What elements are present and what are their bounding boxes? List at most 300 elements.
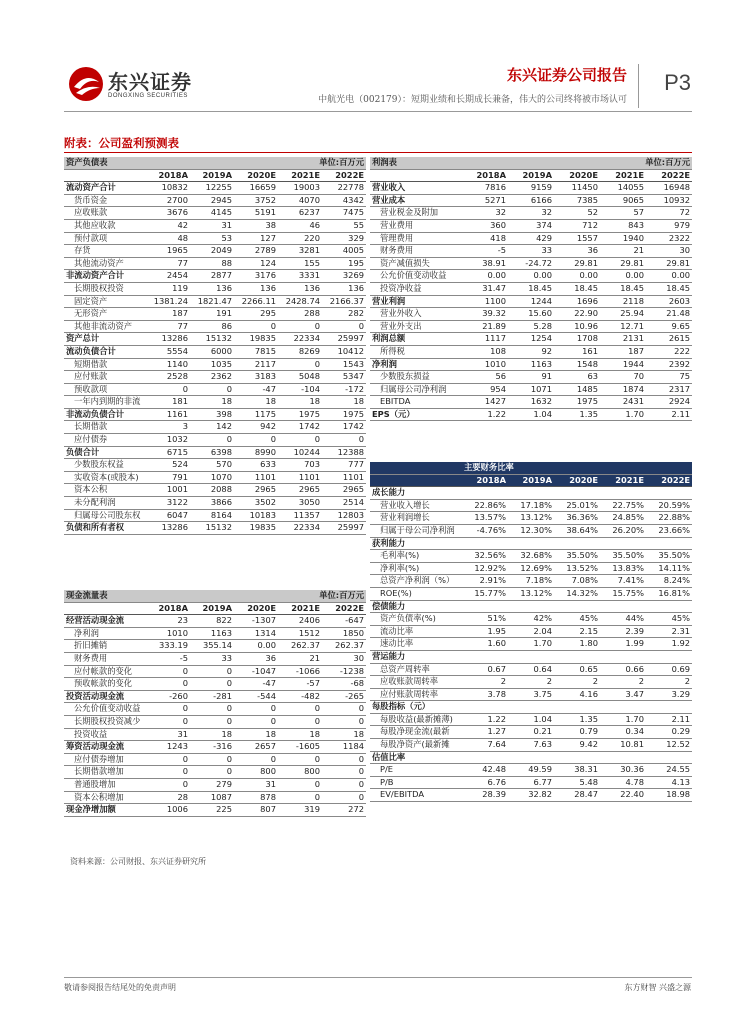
row-label: 营业外支出 <box>370 320 462 333</box>
row-value: 0 <box>322 434 366 447</box>
row-label: 负债合计 <box>64 446 146 459</box>
row-value: 360 <box>462 219 508 232</box>
row-value: 3502 <box>234 497 278 510</box>
row-value: 5554 <box>146 345 190 358</box>
row-value: 17.18% <box>508 499 554 512</box>
row-label: 营业成本 <box>370 194 462 207</box>
row-value: 0 <box>322 778 366 791</box>
row-value: 1381.24 <box>146 295 190 308</box>
row-value: 20.59% <box>646 499 692 512</box>
row-value: 181 <box>146 396 190 409</box>
row-value: 36 <box>554 245 600 258</box>
table-row <box>64 194 366 207</box>
row-value: 14.11% <box>646 562 692 575</box>
row-value: 16.81% <box>646 587 692 600</box>
row-value: 272 <box>322 804 366 817</box>
row-value: 3.47 <box>600 688 646 701</box>
table-row <box>370 499 692 512</box>
row-label: 长期借款 <box>64 421 146 434</box>
row-value: 843 <box>600 219 646 232</box>
row-label: 固定资产 <box>64 295 146 308</box>
table-row <box>370 408 692 421</box>
row-value: 15.60 <box>508 308 554 321</box>
row-value: 1940 <box>600 232 646 245</box>
table-row <box>64 497 366 510</box>
row-value: 1632 <box>508 396 554 409</box>
table-row <box>64 358 366 371</box>
row-value: 1742 <box>278 421 322 434</box>
row-value: 88 <box>190 257 234 270</box>
row-label: 投资收益 <box>64 728 146 741</box>
logo-text-cn: 东兴证券 <box>108 70 192 94</box>
row-label: P/E <box>370 764 462 777</box>
row-label: 速动比率 <box>370 638 462 651</box>
table-row <box>370 625 692 638</box>
row-label: 存货 <box>64 245 146 258</box>
row-value: 1.60 <box>462 638 508 651</box>
row-value: 32 <box>508 207 554 220</box>
table-row <box>64 778 366 791</box>
row-value <box>646 650 692 663</box>
row-value: 33 <box>190 652 234 665</box>
row-value: 1.04 <box>508 713 554 726</box>
row-value: 35.50% <box>646 550 692 563</box>
row-label: 财务费用 <box>370 245 462 258</box>
financial-ratios-table <box>370 462 692 802</box>
row-label: 估值比率 <box>370 751 462 764</box>
row-value: 35.50% <box>600 550 646 563</box>
row-label: 净利润 <box>64 627 146 640</box>
row-label: 投资净收益 <box>370 282 462 295</box>
table-row <box>64 408 366 421</box>
row-value: 0 <box>278 753 322 766</box>
row-value: 1.80 <box>554 638 600 651</box>
table-row <box>370 613 692 626</box>
row-value: 2131 <box>600 333 646 346</box>
row-value <box>646 600 692 613</box>
row-value: 2924 <box>646 396 692 409</box>
table-row <box>64 371 366 384</box>
row-value: 0.69 <box>646 663 692 676</box>
table-row <box>64 219 366 232</box>
row-value: 7816 <box>462 182 508 195</box>
row-value: 55 <box>322 219 366 232</box>
row-label: 实收资本(或股本) <box>64 471 146 484</box>
row-value: 2431 <box>600 396 646 409</box>
year-header: 2022E <box>322 602 366 615</box>
year-header: 2018A <box>146 602 190 615</box>
row-value: 878 <box>234 791 278 804</box>
row-value: 92 <box>508 345 554 358</box>
table-row <box>64 182 366 195</box>
year-header-blank <box>370 474 462 487</box>
row-value: 124 <box>234 257 278 270</box>
row-value: -544 <box>234 690 278 703</box>
row-value: -4.76% <box>462 524 508 537</box>
row-label: 长期股权投资减少 <box>64 715 146 728</box>
row-value: 5.28 <box>508 320 554 333</box>
row-value: 6398 <box>190 446 234 459</box>
row-label: 每股指标（元） <box>370 701 462 714</box>
row-value: 2 <box>554 676 600 689</box>
table-row <box>64 320 366 333</box>
row-value: 262.37 <box>322 640 366 653</box>
row-value: 3183 <box>234 371 278 384</box>
row-value: 32 <box>462 207 508 220</box>
row-value: -316 <box>190 741 234 754</box>
row-value: 2528 <box>146 371 190 384</box>
row-label: 流动资产合计 <box>64 182 146 195</box>
row-label: 未分配利润 <box>64 497 146 510</box>
row-value: 2 <box>462 676 508 689</box>
table-header-row <box>370 157 692 169</box>
row-value: 28 <box>146 791 190 804</box>
row-value: 1874 <box>600 383 646 396</box>
year-header-blank <box>64 169 146 182</box>
row-value: -1238 <box>322 665 366 678</box>
row-value: 2428.74 <box>278 295 322 308</box>
row-value: 31 <box>234 778 278 791</box>
table-row <box>64 640 366 653</box>
row-label: 其他流动资产 <box>64 257 146 270</box>
row-value <box>554 701 600 714</box>
row-value: 9065 <box>600 194 646 207</box>
row-label: 货币资金 <box>64 194 146 207</box>
row-value: 18.45 <box>646 282 692 295</box>
row-label: 筹资活动现金流 <box>64 741 146 754</box>
row-value: 19003 <box>278 182 322 195</box>
table-row <box>64 270 366 283</box>
row-value: 10183 <box>234 509 278 522</box>
row-value: 0 <box>190 434 234 447</box>
table-row <box>370 789 692 802</box>
row-value: 2657 <box>234 741 278 754</box>
row-value: 0 <box>146 753 190 766</box>
row-value: 77 <box>146 257 190 270</box>
row-value: 3281 <box>278 245 322 258</box>
table-row <box>370 371 692 384</box>
row-label: 营业费用 <box>370 219 462 232</box>
row-value: 0 <box>190 766 234 779</box>
row-value: 6000 <box>190 345 234 358</box>
year-header: 2020E <box>554 474 600 487</box>
row-value: 0.00 <box>462 270 508 283</box>
row-value: 2.04 <box>508 625 554 638</box>
row-label: 应付债券增加 <box>64 753 146 766</box>
row-value: 16948 <box>646 182 692 195</box>
table-row <box>370 245 692 258</box>
row-value: 10412 <box>322 345 366 358</box>
row-value: 12.30% <box>508 524 554 537</box>
row-value: 0 <box>146 715 190 728</box>
row-value: 2700 <box>146 194 190 207</box>
table-unit: 单位:百万元 <box>234 157 366 169</box>
year-header: 2020E <box>234 602 278 615</box>
row-label: 利润总额 <box>370 333 462 346</box>
row-value: 633 <box>234 459 278 472</box>
row-label: 管理费用 <box>370 232 462 245</box>
row-value: 0.64 <box>508 663 554 676</box>
row-value: 6.76 <box>462 776 508 789</box>
row-label: 预付款项 <box>64 232 146 245</box>
row-value: 0 <box>234 715 278 728</box>
row-value: 0.79 <box>554 726 600 739</box>
row-label: 应付账款周转率 <box>370 688 462 701</box>
row-value: 9159 <box>508 182 554 195</box>
row-value <box>554 751 600 764</box>
table-title: 资产负债表 <box>64 157 146 169</box>
row-value: 7.18% <box>508 575 554 588</box>
row-value: 2406 <box>278 615 322 628</box>
row-value: 1427 <box>462 396 508 409</box>
row-value: 2117 <box>234 358 278 371</box>
row-value: 3176 <box>234 270 278 283</box>
row-label: 现金净增加额 <box>64 804 146 817</box>
row-value: 1944 <box>600 358 646 371</box>
row-value: 2322 <box>646 232 692 245</box>
table-row <box>64 791 366 804</box>
row-label: 财务费用 <box>64 652 146 665</box>
row-value: 38.91 <box>462 257 508 270</box>
row-value <box>462 751 508 764</box>
row-value: -1047 <box>234 665 278 678</box>
table-row <box>370 257 692 270</box>
row-value: 13286 <box>146 333 190 346</box>
row-value <box>462 650 508 663</box>
row-label: 资本公积增加 <box>64 791 146 804</box>
balance-sheet-table <box>64 157 366 535</box>
row-value: 398 <box>190 408 234 421</box>
row-value: 31 <box>190 219 234 232</box>
row-value: 1140 <box>146 358 190 371</box>
table-row <box>64 446 366 459</box>
row-value: 295 <box>234 308 278 321</box>
row-value: 108 <box>462 345 508 358</box>
table-unit: 单位:百万元 <box>554 157 692 169</box>
year-header: 2018A <box>462 169 508 182</box>
row-value: 2965 <box>278 484 322 497</box>
row-label: 营业收入增长 <box>370 499 462 512</box>
row-value: 791 <box>146 471 190 484</box>
row-value: 22.40 <box>600 789 646 802</box>
row-label: 毛利率(%) <box>370 550 462 563</box>
table-row <box>370 182 692 195</box>
row-value: 36.36% <box>554 512 600 525</box>
row-value: 32.82 <box>508 789 554 802</box>
logo-text-en: DONGXING SECURITIES <box>108 93 188 99</box>
row-value: 30 <box>646 245 692 258</box>
table-row <box>64 333 366 346</box>
table-row <box>64 245 366 258</box>
table-row <box>370 396 692 409</box>
year-header-row <box>64 602 366 615</box>
row-value: 1.22 <box>462 408 508 421</box>
row-value: 25997 <box>322 522 366 535</box>
table-row <box>370 663 692 676</box>
row-label: 偿债能力 <box>370 600 462 613</box>
row-value <box>462 701 508 714</box>
row-value <box>646 701 692 714</box>
row-value: 0 <box>234 753 278 766</box>
row-value: 2 <box>600 676 646 689</box>
row-value: 1708 <box>554 333 600 346</box>
row-label: 负债和所有者权 <box>64 522 146 535</box>
table-row <box>64 804 366 817</box>
row-value: 288 <box>278 308 322 321</box>
row-value: 1161 <box>146 408 190 421</box>
row-value: 1184 <box>322 741 366 754</box>
row-value: 1.70 <box>508 638 554 651</box>
row-value: 18.45 <box>508 282 554 295</box>
header-rule <box>64 111 692 112</box>
row-value: 5271 <box>462 194 508 207</box>
row-label: 应付帐款的变化 <box>64 665 146 678</box>
table-row <box>370 219 692 232</box>
row-value: 2965 <box>234 484 278 497</box>
row-value: 2603 <box>646 295 692 308</box>
row-value: 524 <box>146 459 190 472</box>
table-header-row <box>64 590 366 602</box>
row-value: 3676 <box>146 207 190 220</box>
table-row <box>370 713 692 726</box>
row-value: 703 <box>278 459 322 472</box>
row-value: 220 <box>278 232 322 245</box>
row-value <box>462 600 508 613</box>
row-value: 7475 <box>322 207 366 220</box>
row-label: 公允价值变动收益 <box>370 270 462 283</box>
row-value: 45% <box>646 613 692 626</box>
row-value: 142 <box>190 421 234 434</box>
table-row <box>370 688 692 701</box>
row-value: 1175 <box>234 408 278 421</box>
row-value: 136 <box>234 282 278 295</box>
row-value: 9.65 <box>646 320 692 333</box>
row-value: 7.63 <box>508 739 554 752</box>
row-value: 0.00 <box>234 640 278 653</box>
row-value: 13286 <box>146 522 190 535</box>
row-value: 2118 <box>600 295 646 308</box>
row-value: 22.88% <box>646 512 692 525</box>
row-value <box>600 751 646 764</box>
table-row <box>64 282 366 295</box>
row-label: 应收账款 <box>64 207 146 220</box>
row-value <box>600 701 646 714</box>
row-label: 营业收入 <box>370 182 462 195</box>
row-value: 8164 <box>190 509 234 522</box>
row-value: 942 <box>234 421 278 434</box>
row-value: -5 <box>462 245 508 258</box>
row-value <box>554 487 600 500</box>
row-value: -265 <box>322 690 366 703</box>
table-row <box>370 512 692 525</box>
row-value: 30.36 <box>600 764 646 777</box>
row-value: 2.31 <box>646 625 692 638</box>
report-subtitle: 中航光电（002179）：短期业绩和长期成长兼备，伟大的公司终将被市场认可 <box>318 95 627 105</box>
row-value: 1543 <box>322 358 366 371</box>
table-row <box>64 652 366 665</box>
row-value: 0 <box>322 715 366 728</box>
row-value: 1.92 <box>646 638 692 651</box>
row-value: 38.31 <box>554 764 600 777</box>
table-row <box>370 295 692 308</box>
row-value: 807 <box>234 804 278 817</box>
row-value: 8.24% <box>646 575 692 588</box>
row-value: 42 <box>146 219 190 232</box>
table-spacer <box>146 590 234 602</box>
row-value: 32.68% <box>508 550 554 563</box>
row-value: 3331 <box>278 270 322 283</box>
row-value: 333.19 <box>146 640 190 653</box>
row-value: 11357 <box>278 509 322 522</box>
row-value: 1.35 <box>554 408 600 421</box>
row-value: 3.75 <box>508 688 554 701</box>
row-value: 0 <box>190 715 234 728</box>
row-value: 1071 <box>508 383 554 396</box>
year-header-blank <box>64 602 146 615</box>
row-value: 46 <box>278 219 322 232</box>
row-value: 14.32% <box>554 587 600 600</box>
row-value: -57 <box>278 678 322 691</box>
row-value: 45% <box>554 613 600 626</box>
row-value: 1.04 <box>508 408 554 421</box>
row-value: 28.47 <box>554 789 600 802</box>
row-value: 355.14 <box>190 640 234 653</box>
row-value: 2615 <box>646 333 692 346</box>
table-row <box>64 434 366 447</box>
row-value: 187 <box>146 308 190 321</box>
row-value: 800 <box>278 766 322 779</box>
row-label: 少数股东权益 <box>64 459 146 472</box>
row-value: 0 <box>190 665 234 678</box>
row-label: 每股收益(最新摊薄) <box>370 713 462 726</box>
row-value: 22334 <box>278 333 322 346</box>
row-value: 418 <box>462 232 508 245</box>
table-row <box>64 383 366 396</box>
row-value: 155 <box>278 257 322 270</box>
row-value: 3122 <box>146 497 190 510</box>
row-value: 2454 <box>146 270 190 283</box>
row-value: 25.01% <box>554 499 600 512</box>
row-value: 5191 <box>234 207 278 220</box>
row-value: 2 <box>646 676 692 689</box>
row-value: 18 <box>190 396 234 409</box>
table-row <box>64 522 366 535</box>
row-label: 经营活动现金流 <box>64 615 146 628</box>
row-value: 1070 <box>190 471 234 484</box>
row-value: 0 <box>278 703 322 716</box>
row-value: -47 <box>234 383 278 396</box>
row-value: 6166 <box>508 194 554 207</box>
source-note: 资料来源：公司财报、东兴证券研究所 <box>70 857 206 866</box>
year-header: 2019A <box>508 169 554 182</box>
table-title: 利润表 <box>370 157 462 169</box>
row-label: 营业利润 <box>370 295 462 308</box>
row-value: 0 <box>278 791 322 804</box>
row-value: 31.47 <box>462 282 508 295</box>
row-value: 30 <box>322 652 366 665</box>
row-value: 0.34 <box>600 726 646 739</box>
row-value: 32.56% <box>462 550 508 563</box>
row-value: -172 <box>322 383 366 396</box>
year-header-blank <box>370 169 462 182</box>
table-row <box>370 537 692 550</box>
table-title: 主要财务比率 <box>462 462 692 474</box>
row-value: 7385 <box>554 194 600 207</box>
row-value <box>600 650 646 663</box>
table-row <box>64 421 366 434</box>
row-value: 1.22 <box>462 713 508 726</box>
row-value: 44% <box>600 613 646 626</box>
